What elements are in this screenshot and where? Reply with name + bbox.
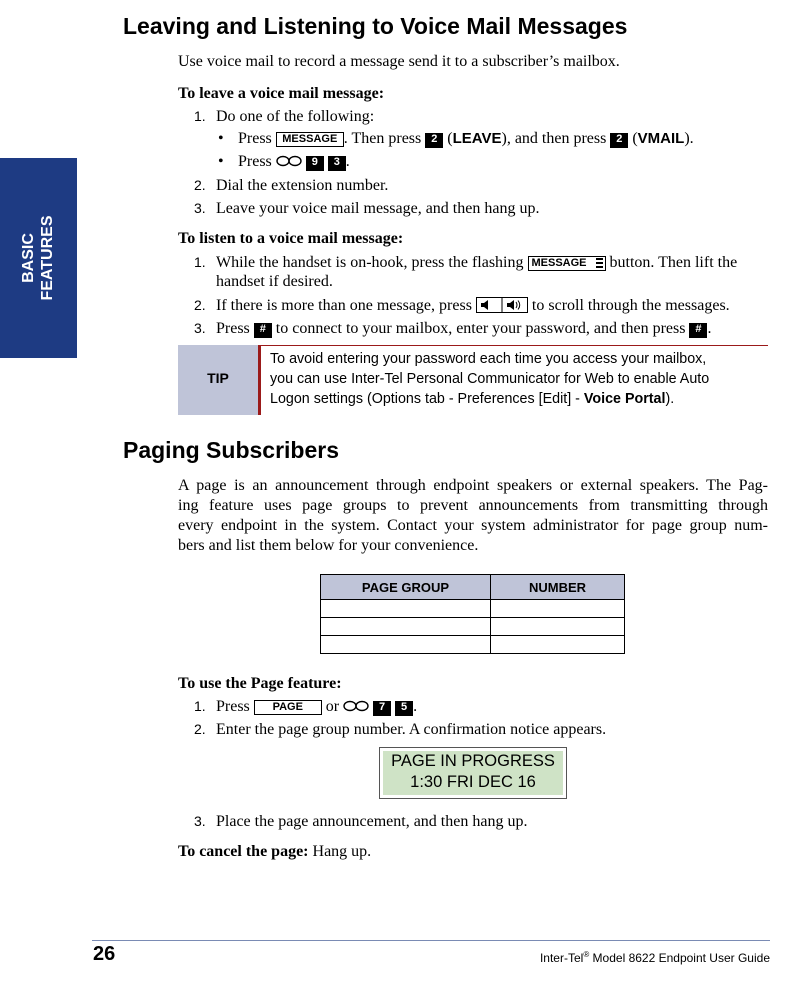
- table-row: [321, 636, 625, 654]
- message-key-flashing: MESSAGE: [528, 256, 606, 271]
- leave-bullet-2: • Press 9 3 .: [218, 153, 350, 170]
- leave-heading: To leave a voice mail message:: [178, 85, 385, 102]
- tip-divider: [258, 345, 768, 346]
- lcd-screen: [383, 751, 563, 795]
- column-header-page-group: PAGE GROUP: [321, 575, 491, 600]
- intercom-icon: [343, 700, 369, 712]
- section-title-paging: Paging Subscribers: [123, 437, 340, 463]
- message-key: MESSAGE: [276, 132, 344, 147]
- dial-key-7: 7: [373, 701, 391, 716]
- lcd-line-1: PAGE IN PROGRESS: [391, 752, 555, 770]
- listen-step-2: 2. If there is more than one message, press to scroll through the messages.: [194, 297, 730, 314]
- paging-paragraph: A page is an announcement through endpoint speakers or external speakers. The Pag- ing feature uses page groups to prevent announcements from transmitting through every endpoint in the system. Contact your system administrator for page group num- bers and list them below for your convenience.: [178, 477, 768, 554]
- page-step-2: 2. Enter the page group number. A confirmation notice appears.: [194, 721, 607, 738]
- tip-text: To avoid entering your password each time you access your mailbox, you can use Inter-Tel Personal Communicator for Web to enable Auto Logon settings (Options tab - Preferences [Edit] - Voice Portal).: [270, 351, 710, 407]
- cancel-page-text: To cancel the page: Hang up.: [178, 843, 372, 860]
- page-step-3: 3. Place the page announcement, and then hang up.: [194, 813, 528, 830]
- pound-key: #: [254, 323, 272, 338]
- intercom-icon: [276, 155, 302, 167]
- page-key: PAGE: [254, 700, 322, 715]
- leave-step-3: 3. Leave your voice mail message, and then hang up.: [194, 200, 540, 217]
- footer-rule: [92, 940, 770, 941]
- dial-key-2: 2: [425, 133, 443, 148]
- listen-heading: To listen to a voice mail message:: [178, 230, 404, 247]
- tip-label-panel: [178, 345, 258, 415]
- listen-step-3: 3. Press # to connect to your mailbox, enter your password, and then press # .: [194, 320, 712, 337]
- tip-box: [178, 345, 768, 415]
- dial-key-3: 3: [328, 156, 346, 171]
- dial-key-5: 5: [395, 701, 413, 716]
- lamp-icon: [596, 258, 603, 269]
- lcd-display: [379, 747, 567, 799]
- page-use-heading: To use the Page feature:: [178, 675, 342, 692]
- leave-step-1: 1. Do one of the following:: [194, 108, 375, 125]
- pound-key: #: [689, 323, 707, 338]
- volume-keys-icon: [476, 297, 528, 313]
- page-group-table: [320, 574, 625, 654]
- column-header-number: NUMBER: [491, 575, 625, 600]
- intro-text: Use voice mail to record a message send it to a subscriber’s mailbox.: [178, 53, 620, 70]
- tip-rule: [258, 345, 261, 415]
- dial-key-2: 2: [610, 133, 628, 148]
- table-row: [321, 600, 625, 618]
- leave-bullet-1: • Press MESSAGE . Then press 2 (LEAVE), and then press 2 (VMAIL).: [218, 130, 694, 147]
- page-step-1: 1. Press PAGE or 7 5 .: [194, 698, 418, 715]
- leave-step-2: 2. Dial the extension number.: [194, 177, 389, 194]
- page-number: 26: [93, 943, 116, 965]
- dial-key-9: 9: [306, 156, 324, 171]
- section-title-voice-mail: Leaving and Listening to Voice Mail Messages: [123, 13, 628, 39]
- footer-guide-title: Inter-Tel® Model 8622 Endpoint User Guide: [539, 950, 770, 965]
- bullet-icon: •: [218, 130, 224, 147]
- lcd-line-2: 1:30 FRI DEC 16: [410, 773, 536, 791]
- listen-step-1-cont: handset if desired.: [216, 273, 333, 290]
- tip-label: TIP: [207, 370, 229, 386]
- side-tab-label: BASIC FEATURES: [20, 215, 56, 301]
- listen-step-1: 1. While the handset is on-hook, press the flashing MESSAGE button. Then lift the: [194, 254, 738, 271]
- table-row: [321, 618, 625, 636]
- bullet-icon: •: [218, 153, 224, 170]
- side-tab: [0, 158, 77, 358]
